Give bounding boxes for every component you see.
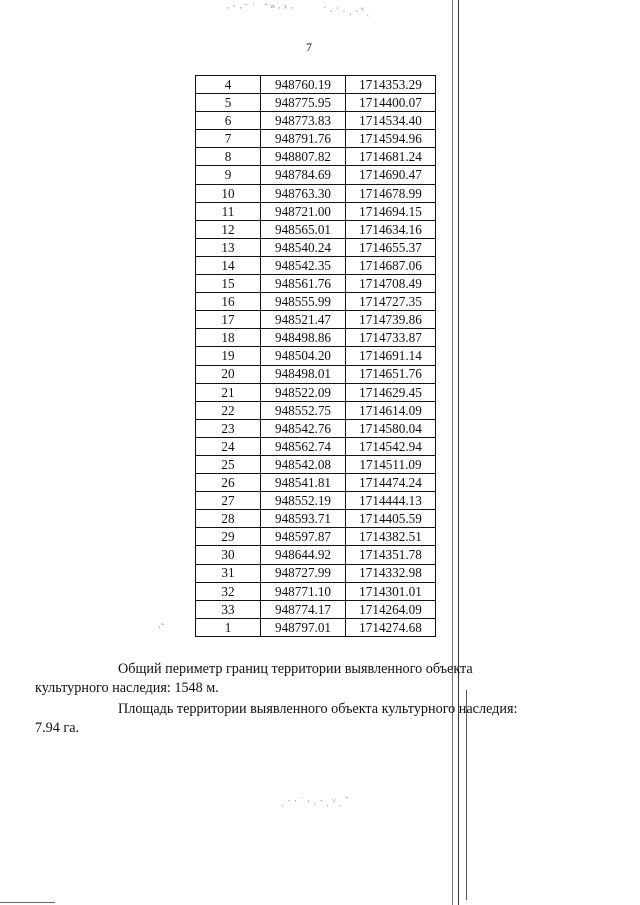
- point-number-cell: 18: [196, 329, 261, 347]
- y-coordinate-cell: 1714690.47: [346, 166, 436, 184]
- scan-artifact: ·˜: [158, 622, 164, 632]
- x-coordinate-cell: 948504.20: [261, 347, 346, 365]
- table-row: [196, 220, 436, 238]
- scan-artifact: ·'·̈ ˙ ˘ʷ·ʸ·: [225, 4, 296, 14]
- point-number-cell: 14: [196, 256, 261, 274]
- x-coordinate-cell: 948597.87: [261, 528, 346, 546]
- point-number-cell: 1: [196, 618, 261, 636]
- x-coordinate-cell: 948552.19: [261, 492, 346, 510]
- table-row: [196, 311, 436, 329]
- point-number-cell: 33: [196, 600, 261, 618]
- point-number-cell: 7: [196, 130, 261, 148]
- x-coordinate-cell: 948498.01: [261, 365, 346, 383]
- y-coordinate-cell: 1714351.78: [346, 546, 436, 564]
- table-row: [196, 437, 436, 455]
- table-row: [196, 365, 436, 383]
- point-number-cell: 17: [196, 311, 261, 329]
- x-coordinate-cell: 948807.82: [261, 148, 346, 166]
- table-row: [196, 455, 436, 473]
- y-coordinate-cell: 1714301.01: [346, 582, 436, 600]
- table-row: [196, 474, 436, 492]
- table-row: [196, 582, 436, 600]
- y-coordinate-cell: 1714727.35: [346, 293, 436, 311]
- y-coordinate-cell: 1714594.96: [346, 130, 436, 148]
- table-row: [196, 130, 436, 148]
- table-row: [196, 329, 436, 347]
- point-number-cell: 16: [196, 293, 261, 311]
- y-coordinate-cell: 1714274.68: [346, 618, 436, 636]
- y-coordinate-cell: 1714332.98: [346, 564, 436, 582]
- y-coordinate-cell: 1714687.06: [346, 256, 436, 274]
- point-number-cell: 10: [196, 184, 261, 202]
- point-number-cell: 27: [196, 492, 261, 510]
- point-number-cell: 4: [196, 76, 261, 94]
- x-coordinate-cell: 948498.86: [261, 329, 346, 347]
- y-coordinate-cell: 1714474.24: [346, 474, 436, 492]
- table-row: [196, 419, 436, 437]
- point-number-cell: 22: [196, 401, 261, 419]
- scan-edge-line: [0, 902, 55, 903]
- y-coordinate-cell: 1714655.37: [346, 238, 436, 256]
- perimeter-line-2: культурного наследия: 1548 м.: [35, 680, 219, 697]
- y-coordinate-cell: 1714651.76: [346, 365, 436, 383]
- table-row: [196, 76, 436, 94]
- table-row: [196, 618, 436, 636]
- y-coordinate-cell: 1714678.99: [346, 184, 436, 202]
- y-coordinate-cell: 1714629.45: [346, 383, 436, 401]
- y-coordinate-cell: 1714691.14: [346, 347, 436, 365]
- point-number-cell: 9: [196, 166, 261, 184]
- y-coordinate-cell: 1714264.09: [346, 600, 436, 618]
- y-coordinate-cell: 1714614.09: [346, 401, 436, 419]
- x-coordinate-cell: 948541.81: [261, 474, 346, 492]
- point-number-cell: 5: [196, 94, 261, 112]
- area-line-1: Площадь территории выявленного объекта культурного наследия:: [118, 701, 518, 717]
- area-paragraph: [35, 700, 556, 738]
- point-number-cell: 12: [196, 220, 261, 238]
- x-coordinate-cell: 948774.17: [261, 600, 346, 618]
- perimeter-line-1: Общий периметр границ территории выявленного объекта: [118, 661, 473, 677]
- x-coordinate-cell: 948542.08: [261, 455, 346, 473]
- x-coordinate-cell: 948773.83: [261, 112, 346, 130]
- table-row: [196, 275, 436, 293]
- x-coordinate-cell: 948644.92: [261, 546, 346, 564]
- y-coordinate-cell: 1714739.86: [346, 311, 436, 329]
- table-row: [196, 510, 436, 528]
- point-number-cell: 20: [196, 365, 261, 383]
- table-row: [196, 401, 436, 419]
- table-row: [196, 528, 436, 546]
- point-number-cell: 30: [196, 546, 261, 564]
- x-coordinate-cell: 948721.00: [261, 202, 346, 220]
- y-coordinate-cell: 1714353.29: [346, 76, 436, 94]
- coordinates-table-body: [196, 76, 436, 637]
- point-number-cell: 19: [196, 347, 261, 365]
- y-coordinate-cell: 1714708.49: [346, 275, 436, 293]
- y-coordinate-cell: 1714634.16: [346, 220, 436, 238]
- x-coordinate-cell: 948561.76: [261, 275, 346, 293]
- y-coordinate-cell: 1714733.87: [346, 329, 436, 347]
- table-row: [196, 293, 436, 311]
- y-coordinate-cell: 1714694.15: [346, 202, 436, 220]
- table-row: [196, 546, 436, 564]
- x-coordinate-cell: 948540.24: [261, 238, 346, 256]
- y-coordinate-cell: 1714400.07: [346, 94, 436, 112]
- coordinates-table: [195, 75, 436, 637]
- table-row: [196, 184, 436, 202]
- point-number-cell: 31: [196, 564, 261, 582]
- point-number-cell: 24: [196, 437, 261, 455]
- point-number-cell: 8: [196, 148, 261, 166]
- page-number: 7: [306, 40, 312, 54]
- x-coordinate-cell: 948565.01: [261, 220, 346, 238]
- table-row: [196, 202, 436, 220]
- table-row: [196, 94, 436, 112]
- x-coordinate-cell: 948555.99: [261, 293, 346, 311]
- x-coordinate-cell: 948797.01: [261, 618, 346, 636]
- table-row: [196, 383, 436, 401]
- y-coordinate-cell: 1714681.24: [346, 148, 436, 166]
- x-coordinate-cell: 948522.09: [261, 383, 346, 401]
- table-row: [196, 347, 436, 365]
- x-coordinate-cell: 948562.74: [261, 437, 346, 455]
- table-row: [196, 564, 436, 582]
- table-row: [196, 600, 436, 618]
- point-number-cell: 6: [196, 112, 261, 130]
- y-coordinate-cell: 1714511.09: [346, 455, 436, 473]
- point-number-cell: 28: [196, 510, 261, 528]
- perimeter-paragraph: [35, 660, 556, 698]
- table-row: [196, 238, 436, 256]
- y-coordinate-cell: 1714444.13: [346, 492, 436, 510]
- x-coordinate-cell: 948775.95: [261, 94, 346, 112]
- point-number-cell: 21: [196, 383, 261, 401]
- x-coordinate-cell: 948763.30: [261, 184, 346, 202]
- x-coordinate-cell: 948542.76: [261, 419, 346, 437]
- area-line-2: 7.94 га.: [35, 720, 80, 737]
- scan-edge-line: [458, 0, 459, 905]
- y-coordinate-cell: 1714405.59: [346, 510, 436, 528]
- scan-artifact: ˎ··˙·ˌ·ˏ˅ˎ˜: [280, 797, 351, 807]
- table-row: [196, 166, 436, 184]
- x-coordinate-cell: 948552.75: [261, 401, 346, 419]
- x-coordinate-cell: 948593.71: [261, 510, 346, 528]
- point-number-cell: 15: [196, 275, 261, 293]
- y-coordinate-cell: 1714580.04: [346, 419, 436, 437]
- x-coordinate-cell: 948771.10: [261, 582, 346, 600]
- table-row: [196, 112, 436, 130]
- x-coordinate-cell: 948521.47: [261, 311, 346, 329]
- point-number-cell: 13: [196, 238, 261, 256]
- scan-artifact: ˙·ˈ˗ˌ·˟ˎ: [322, 7, 372, 17]
- point-number-cell: 32: [196, 582, 261, 600]
- x-coordinate-cell: 948542.35: [261, 256, 346, 274]
- table-row: [196, 256, 436, 274]
- x-coordinate-cell: 948760.19: [261, 76, 346, 94]
- point-number-cell: 26: [196, 474, 261, 492]
- point-number-cell: 23: [196, 419, 261, 437]
- x-coordinate-cell: 948727.99: [261, 564, 346, 582]
- y-coordinate-cell: 1714542.94: [346, 437, 436, 455]
- table-row: [196, 492, 436, 510]
- point-number-cell: 29: [196, 528, 261, 546]
- y-coordinate-cell: 1714534.40: [346, 112, 436, 130]
- x-coordinate-cell: 948791.76: [261, 130, 346, 148]
- point-number-cell: 11: [196, 202, 261, 220]
- y-coordinate-cell: 1714382.51: [346, 528, 436, 546]
- scan-edge-line: [452, 0, 453, 905]
- x-coordinate-cell: 948784.69: [261, 166, 346, 184]
- table-row: [196, 148, 436, 166]
- point-number-cell: 25: [196, 455, 261, 473]
